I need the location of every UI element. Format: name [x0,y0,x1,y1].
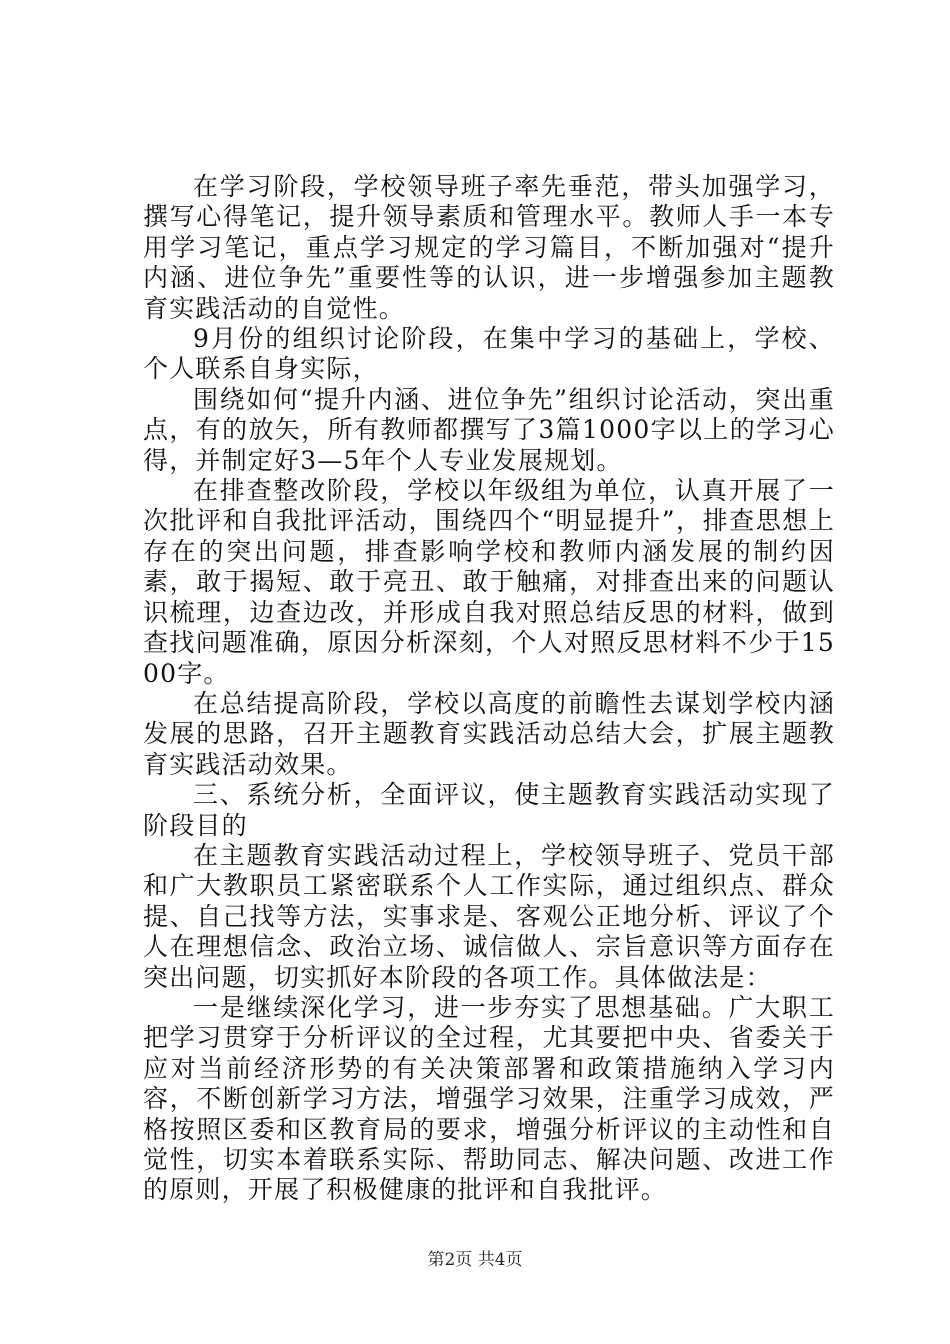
paragraph-study-stage: 在学习阶段，学校领导班子率先垂范，带头加强学习，撰写心得笔记，提升领导素质和管理水平。教师人手一本专用学习笔记，重点学习规定的学习篇目，不断加强对“提升内涵、进位争先”重要性等的认识，进一步增强参加主题教育实践活动的自觉性。 [143,172,835,323]
paragraph-evaluation-process: 在主题教育实践活动过程上，学校领导班子、党员干部和广大教职员工紧密联系个人工作实际，通过组织点、群众提、自己找等方法，实事求是、客观公正地分析、评议了个人在理想信念、政治立场、诚信做人、宗旨意识等方面存在突出问题，切实抓好本阶段的各项工作。具体做法是： [143,840,835,992]
section-heading-three: 三、系统分析，全面评议，使主题教育实践活动实现了阶段目的 [143,780,835,840]
document-body [143,172,835,1206]
paragraph-summary-stage: 在总结提高阶段，学校以高度的前瞻性去谋划学校内涵发展的思路，召开主题教育实践活动总结大会，扩展主题教育实践活动效果。 [143,688,835,779]
page-number-footer: 第2页 共4页 [427,1250,523,1270]
paragraph-discussion-stage: 9月份的组织讨论阶段，在集中学习的基础上，学校、个人联系自身实际， [143,324,835,384]
paragraph-rectification-stage: 在排查整改阶段，学校以年级组为单位，认真开展了一次批评和自我批评活动，围绕四个“明显提升”，排查思想上存在的突出问题，排查影响学校和教师内涵发展的制约因素，敢于揭短、敢于亮丑、敢于触痛，对排查出来的问题认识梳理，边查边改，并形成自我对照总结反思的材料，做到查找问题准确，原因分析深刻，个人对照反思材料不少于1500字。 [143,476,835,688]
paragraph-discussion-activity: 围绕如何“提升内涵、进位争先”组织讨论活动，突出重点，有的放矢，所有教师都撰写了3篇1000字以上的学习心得，并制定好3—5年个人专业发展规划。 [143,384,835,475]
paragraph-deepen-study: 一是继续深化学习，进一步夯实了思想基础。广大职工把学习贯穿于分析评议的全过程，尤其要把中央、省委关于应对当前经济形势的有关决策部署和政策措施纳入学习内容，不断创新学习方法，增强学习效果，注重学习成效，严格按照区委和区教育局的要求，增强分析评议的主动性和自觉性，切实本着联系实际、帮助同志、解决问题、改进工作的原则，开展了积极健康的批评和自我批评。 [143,992,835,1205]
